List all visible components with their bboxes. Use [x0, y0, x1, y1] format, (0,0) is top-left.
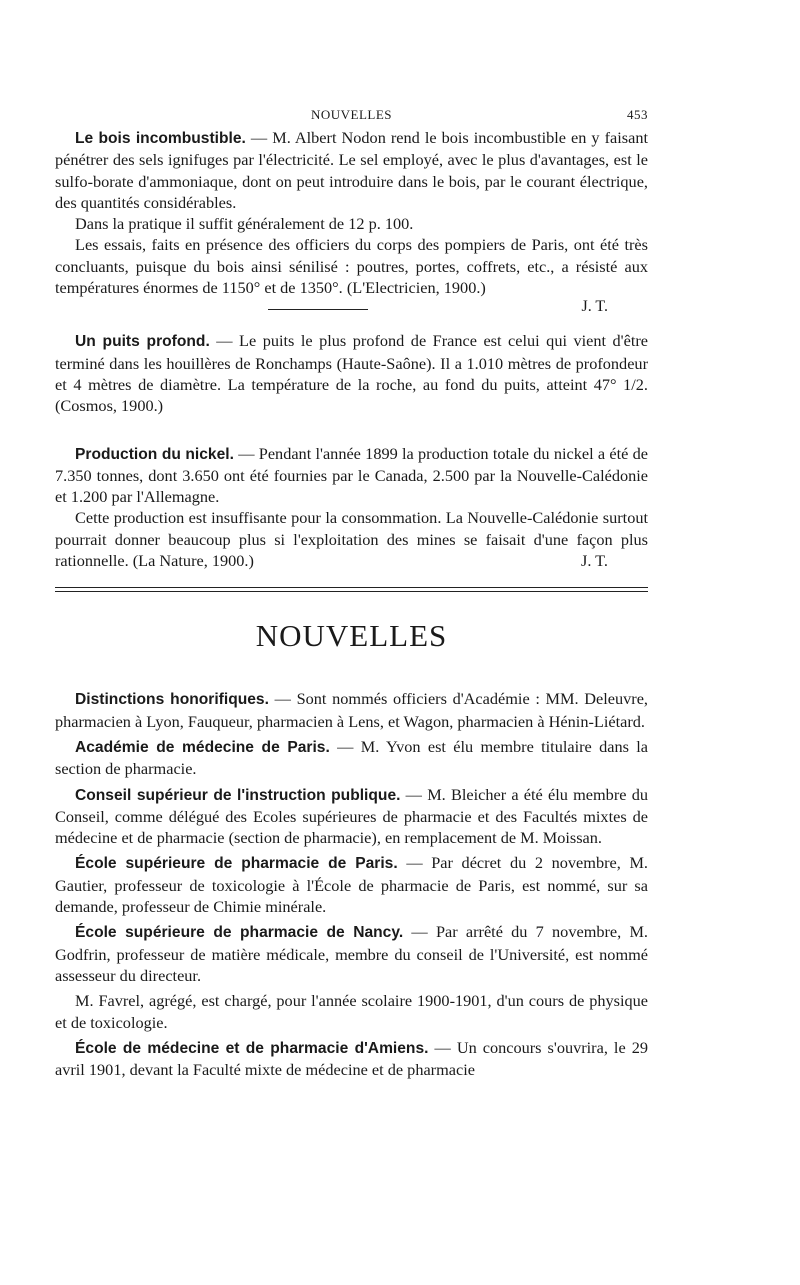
article-paragraph [55, 443, 648, 508]
running-title: NOUVELLES [310, 107, 393, 122]
news-item [55, 784, 648, 849]
article-paragraph [55, 127, 648, 213]
article-signature-line [55, 298, 648, 316]
news-heading: École supérieure de pharmacie de Paris. [75, 855, 398, 873]
news-text: — Par arrêté du 7 novembre, M. Godfrin, professeur de matière médicale, membre du conseil de l'Université, est nommé assesseur du directeur. [55, 922, 648, 985]
article-puits-profond [55, 330, 648, 416]
news-item [55, 852, 648, 917]
article-paragraph: Les essais, faits en présence des officiers du corps des pompiers de Paris, ont été très concluants, puisque du bois ainsi sénilisé : poutres, portes, coffrets, etc., a résisté aux températures énormes de 1150° et de 1350°. (L'Electricien, 1900.) [55, 235, 648, 298]
news-text: — Sont nommés officiers d'Académie : MM. Deleuvre, pharmacien à Lyon, Fauqueur, pharmacien à Lens, et Wagon, pharmacien à Hénin-Liétard. [55, 689, 648, 731]
article-paragraph [55, 507, 648, 571]
page-number: 453 [627, 107, 648, 122]
news-item [55, 990, 648, 1033]
news-list [55, 688, 648, 1080]
news-text: — Un concours s'ouvrira, le 29 avril 1901, devant la Faculté mixte de médecine et de pharmacie [55, 1037, 648, 1080]
news-item [55, 1037, 648, 1081]
news-item [55, 921, 648, 986]
news-heading: École supérieure de pharmacie de Nancy. [75, 924, 404, 942]
news-heading: Conseil supérieur de l'instruction publique. [75, 786, 401, 804]
article-bois-incombustible [55, 127, 648, 316]
article-text: — Pendant l'année 1899 la production totale du nickel a été de 7.350 tonnes, dont 3.650 ont été fournies par le Canada, 2.500 par la Nouvelle-Calédonie et 1.200 par l'Allemagne. [55, 443, 648, 507]
news-item [55, 688, 648, 732]
article-text: — Le puits le plus profond de France est celui qui vient d'être terminé dans les houillères de Ronchamps (Haute-Saône). Il a 1.010 mètres de profondeur et 4 mètres de diamètre. La température de la roche, au fond du puits, atteint 47° 1/2. (Cosmos, 1900.) [55, 331, 648, 416]
article-heading: Le bois incombustible. [75, 130, 246, 147]
journal-page [55, 105, 648, 1084]
article-heading: Un puits profond. [75, 333, 210, 351]
news-text: — Par décret du 2 novembre, M. Gautier, professeur de toxicologie à l'École de pharmacie de Paris, est nommé, sur sa demande, professeur de Chimie minérale. [55, 853, 648, 917]
news-heading: Académie de médecine de Paris. [75, 738, 330, 756]
section-title: NOUVELLES [255, 618, 448, 654]
article-heading: Production du nickel. [75, 445, 234, 463]
article-paragraph: Dans la pratique il suffit généralement de 12 p. 100. [75, 214, 414, 234]
article-text: — M. Albert Nodon rend le bois incombustible en y faisant pénétrer des sels ignifuges par l'électricité. Le sel employé, avec le plus d'avantages, est le sulfo-borate d'ammoniaque, dont on peut introduire dans le bois, par le courant électrique, des quantités considérables. [55, 128, 649, 212]
running-header [55, 105, 648, 127]
news-item [55, 736, 648, 780]
news-text: — M. Bleicher a été élu membre du Conseil, comme délégué des Ecoles supérieures de pharmacie et des Facultés mixtes de médecine et de pharmacie (section de pharmacie), en remplacement de M. Moissan. [55, 784, 648, 848]
news-text: M. Favrel, agrégé, est chargé, pour l'année scolaire 1900-1901, d'un cours de physique et de toxicologie. [55, 991, 648, 1032]
article-paragraph [55, 330, 648, 416]
article-signature: J. T. [581, 551, 608, 571]
separator-rule [268, 309, 368, 310]
news-heading: École de médecine et de pharmacie d'Amiens. [75, 1039, 429, 1057]
article-production-nickel [55, 443, 648, 572]
section-divider [55, 587, 648, 592]
article-text: Cette production est insuffisante pour la consommation. La Nouvelle-Calédonie surtout pourrait donner beaucoup plus si l'exploitation des mines se faisait d'une façon plus rationnelle. (La Nature, 1900.) [55, 508, 648, 571]
article-signature: J. T. [581, 298, 608, 316]
news-text: — M. Yvon est élu membre titulaire dans la section de pharmacie. [55, 736, 648, 779]
news-heading: Distinctions honorifiques. [75, 691, 269, 709]
